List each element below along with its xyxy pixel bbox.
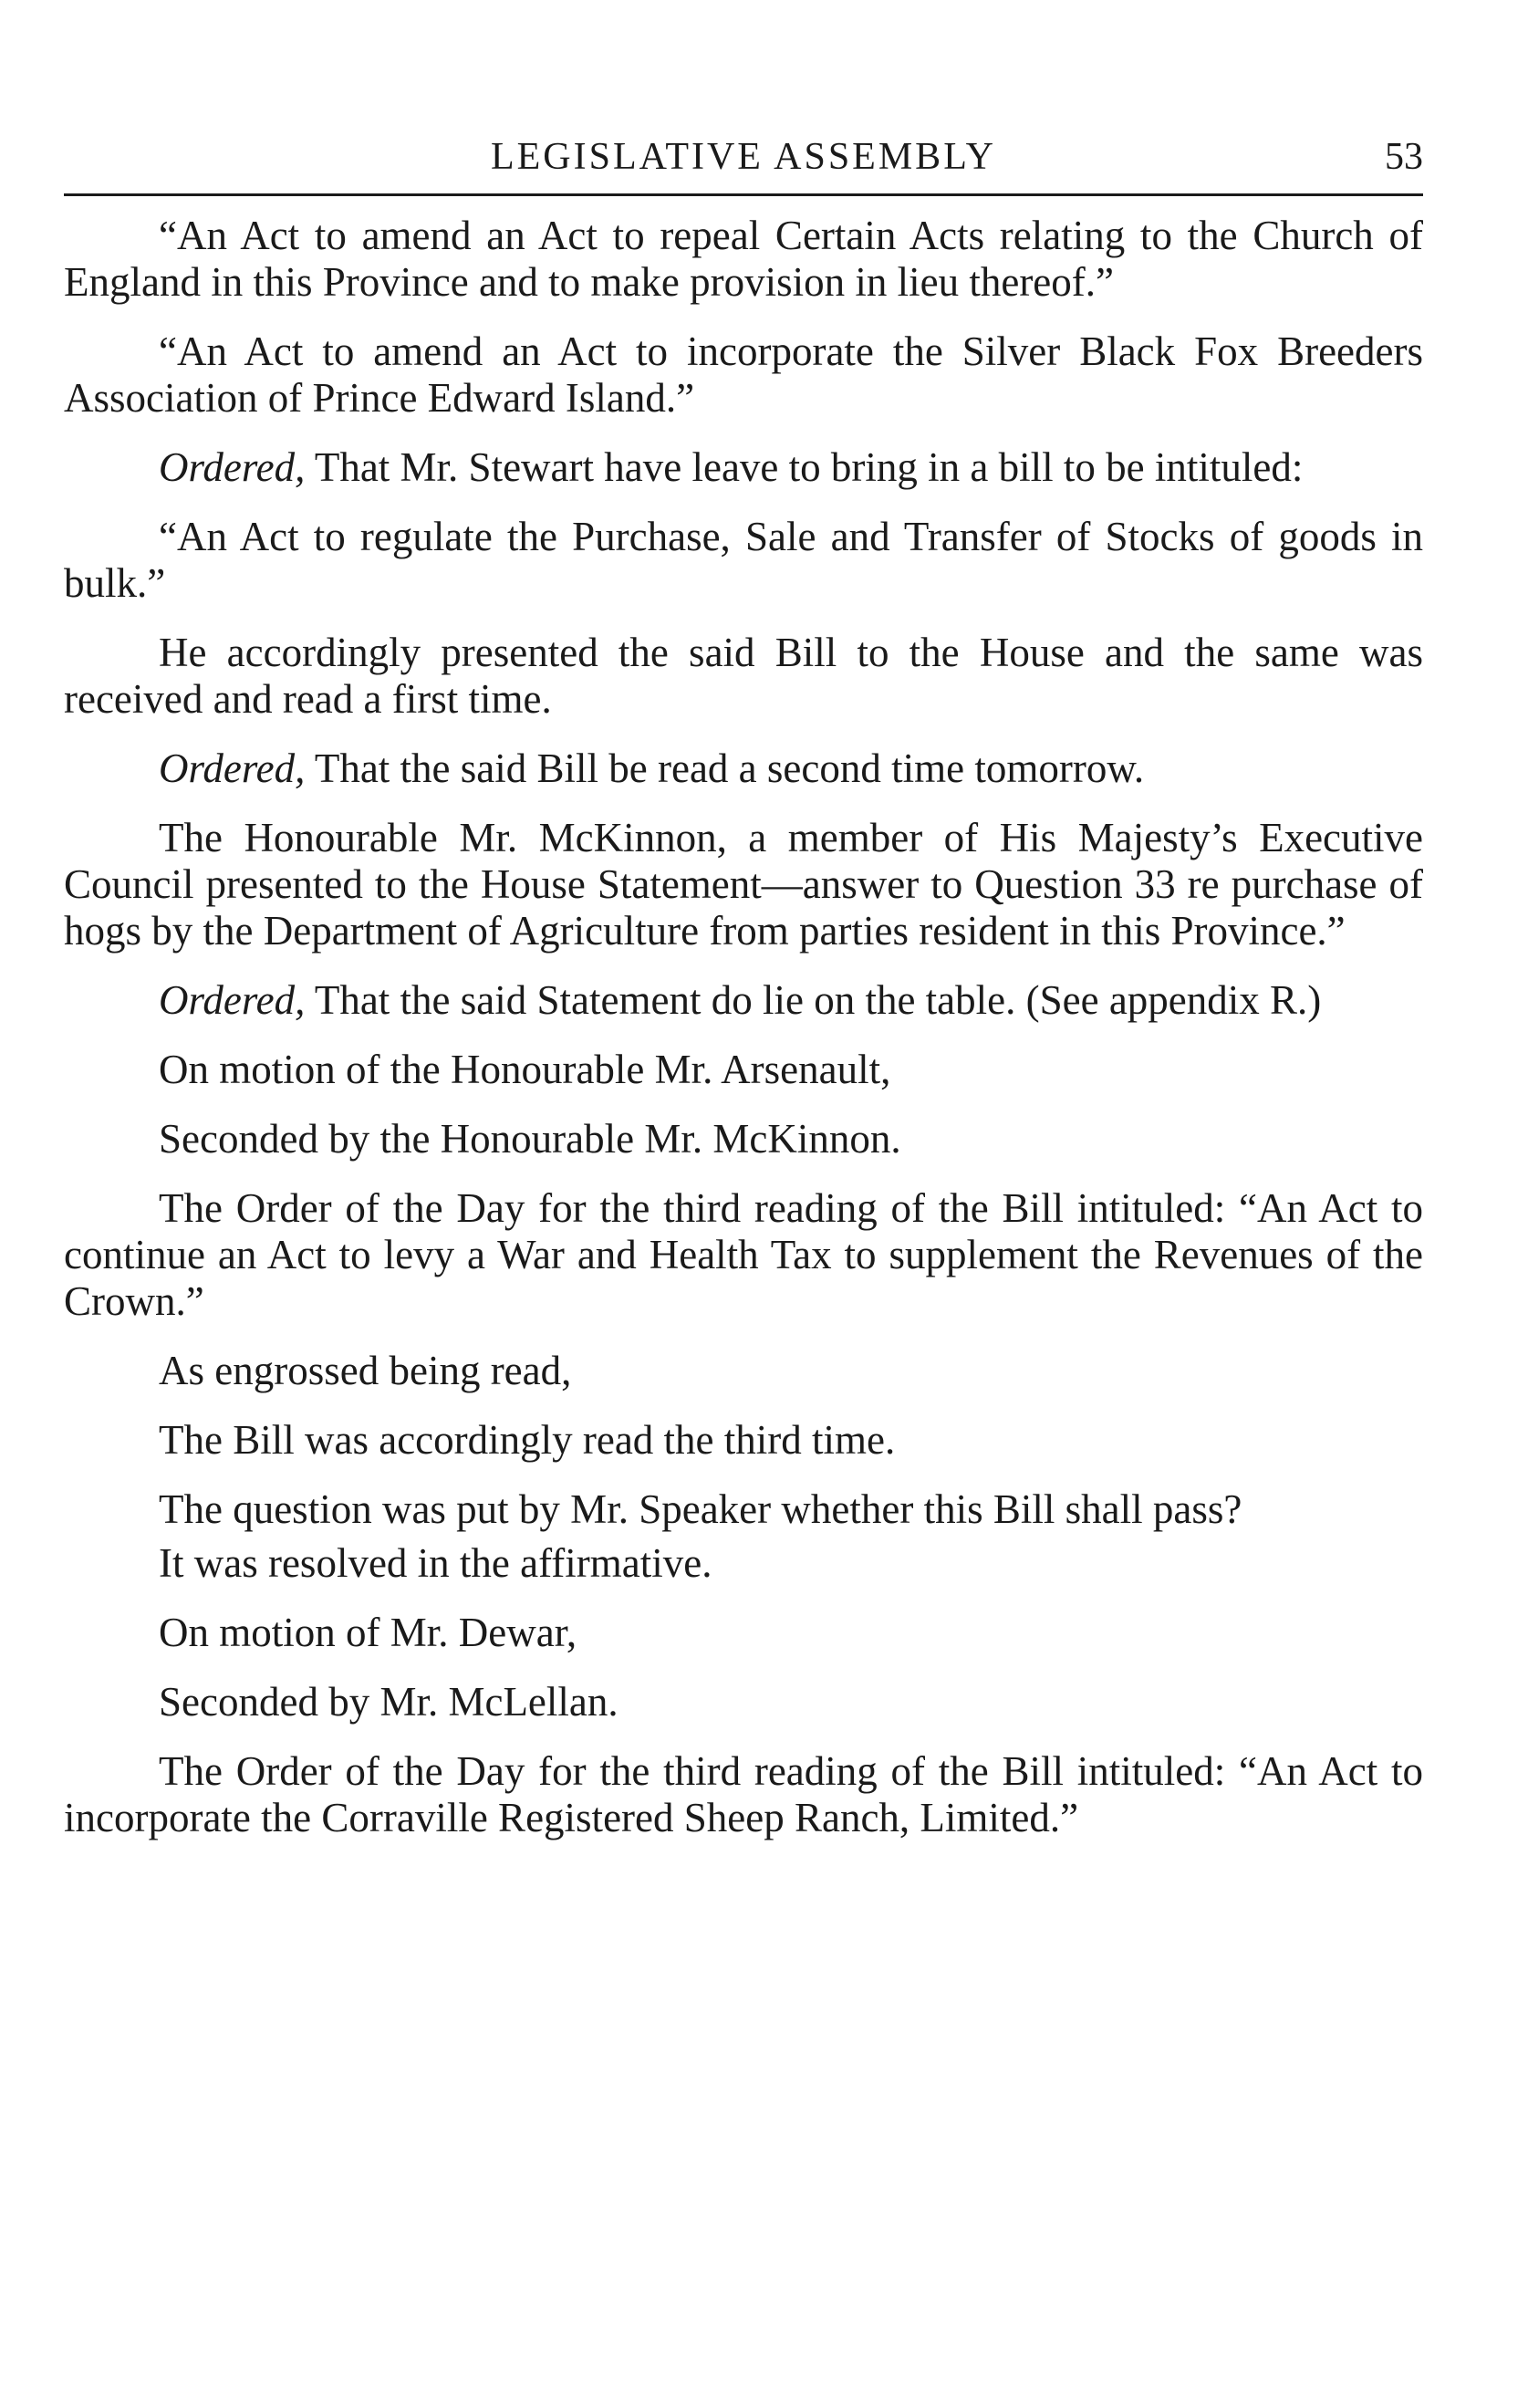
body-text xyxy=(64,213,1423,1841)
paragraph-church-act: “An Act to amend an Act to repeal Certain Acts relating to the Church of England in this Province and to make provision in lieu thereof.” xyxy=(64,213,1423,305)
ordered-label: Ordered, xyxy=(159,444,306,490)
running-title: LEGISLATIVE ASSEMBLY xyxy=(491,136,996,178)
paragraph-stocks-act: “An Act to regulate the Purchase, Sale and Transfer of Stocks of goods in bulk.” xyxy=(64,514,1423,606)
paragraph-motion-dewar: On motion of Mr. Dewar, xyxy=(159,1610,577,1655)
header-rule xyxy=(64,193,1423,196)
paragraph-ordered-leave: Ordered, That Mr. Stewart have leave to bring in a bill to be intituled: xyxy=(159,444,1304,490)
paragraph-resolved: It was resolved in the affirmative. xyxy=(159,1540,712,1586)
ordered-label: Ordered, xyxy=(159,745,306,791)
paragraph-seconded-mckinnon: Seconded by the Honourable Mr. McKinnon. xyxy=(159,1116,901,1162)
paragraph-motion-arsenault: On motion of the Honourable Mr. Arsenault, xyxy=(159,1047,891,1092)
paragraph-seconded-mclellan: Seconded by Mr. McLellan. xyxy=(159,1679,618,1725)
paragraph-ordered-second-reading: Ordered, That the said Bill be read a second time tomorrow. xyxy=(159,745,1145,791)
paragraph-question-put: The question was put by Mr. Speaker whether this Bill shall pass? xyxy=(159,1486,1242,1532)
paragraph-fox-breeders-act: “An Act to amend an Act to incorporate the Silver Black Fox Breeders Association of Prince Edward Island.” xyxy=(64,328,1423,421)
paragraph-order-war-tax: The Order of the Day for the third reading of the Bill intituled: “An Act to continue an Act to levy a War and Health Tax to supplement the Revenues of the Crown.” xyxy=(64,1185,1423,1324)
paragraph-order-sheep-ranch: The Order of the Day for the third reading of the Bill intituled: “An Act to incorporate the Corraville Registered Sheep Ranch, Limited.” xyxy=(64,1748,1423,1840)
paragraph-third-time: The Bill was accordingly read the third time. xyxy=(159,1417,896,1463)
paragraph-ordered-table: Ordered, That the said Statement do lie on the table. (See appendix R.) xyxy=(159,977,1322,1023)
page-number: 53 xyxy=(1385,136,1423,178)
document-page xyxy=(64,119,1423,1864)
running-head xyxy=(64,119,1423,182)
ordered-label: Ordered, xyxy=(159,977,306,1023)
paragraph-statement-presented: The Honourable Mr. McKinnon, a member of His Majesty’s Executive Council presented to the House Statement—answer to Question 33 re purchase of hogs by the Department of Agriculture from parties resident in this Province.” xyxy=(64,815,1423,954)
paragraph-engrossed: As engrossed being read, xyxy=(159,1348,572,1393)
paragraph-first-reading: He accordingly presented the said Bill to the House and the same was received and read a first time. xyxy=(64,630,1423,722)
